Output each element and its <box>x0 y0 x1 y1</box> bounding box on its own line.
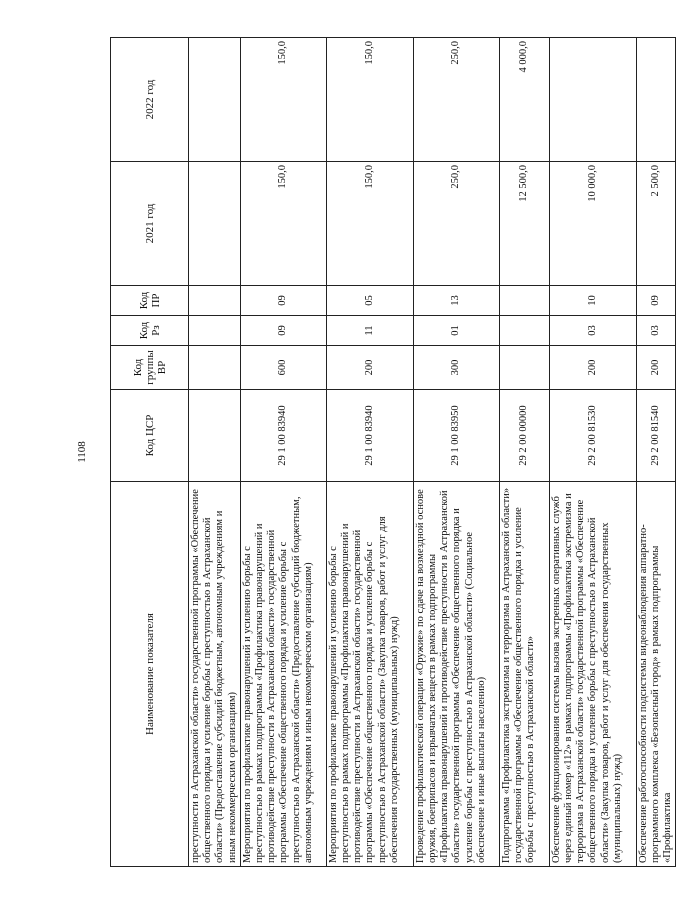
cell-pr: 13 <box>413 286 499 316</box>
header-2022: 2022 год <box>111 38 189 162</box>
cell-2022: 150,0 <box>240 38 326 162</box>
header-row <box>111 38 189 867</box>
cell-2021: 150,0 <box>240 162 326 286</box>
table-row <box>413 38 499 867</box>
cell-rz: 03 <box>636 316 676 346</box>
table-row <box>499 38 549 867</box>
cell-pr: 10 <box>549 286 636 316</box>
cell-csr: 29 2 00 81530 <box>549 390 636 482</box>
table-row <box>549 38 636 867</box>
cell-2021: 150,0 <box>326 162 413 286</box>
cell-pr: 09 <box>240 286 326 316</box>
header-rz: Код Рз <box>111 316 189 346</box>
cell-vr <box>189 346 241 390</box>
cell-vr: 200 <box>549 346 636 390</box>
header-2021: 2021 год <box>111 162 189 286</box>
cell-2022 <box>549 38 636 162</box>
header-csr: Код ЦСР <box>111 390 189 482</box>
cell-name: Обеспечение работоспособности подсистемы видеонаблюдения аппаратно-программного комплекса «Безопасный город» в рамках подпрограммы «Профилактика <box>636 482 676 867</box>
cell-rz <box>499 316 549 346</box>
cell-2022 <box>636 38 676 162</box>
cell-pr <box>499 286 549 316</box>
table-row <box>189 38 241 867</box>
cell-vr <box>499 346 549 390</box>
cell-name: Мероприятия по профилактике правонарушений и усилению борьбы с преступностью в рамках подпрограммы «Профилактика правонарушений и противодействие преступности в Астраханской области» государственной программы «Обеспечение общественного порядка и усиление борьбы с преступностью в Астраханской области» (Закупка товаров, работ и услуг для обеспечения государственных (муниципальных) нужд) <box>326 482 413 867</box>
cell-2022: 150,0 <box>326 38 413 162</box>
header-name: Наименование показателя <box>111 482 189 867</box>
cell-2021: 10 000,0 <box>549 162 636 286</box>
cell-2022: 250,0 <box>413 38 499 162</box>
budget-table-rotated <box>110 38 674 867</box>
cell-pr: 05 <box>326 286 413 316</box>
cell-name: преступности в Астраханской области» государственной программы «Обеспечение общественного порядка и усиление борьбы с преступностью в Астраханской области» (Предоставление субсидий бюджетным, автономным учреждениям и иным некоммерческим организациям) <box>189 482 241 867</box>
cell-name: Мероприятия по профилактике правонарушений и усилению борьбы с преступностью в рамках подпрограммы «Профилактика правонарушений и противодействие преступности в Астраханской области» государственной программы «Обеспечение общественного порядка и усиление борьбы с преступностью в Астраханской области» (Предоставление субсидий бюджетным, автономным учреждениям и иным некоммерческим организациям) <box>240 482 326 867</box>
cell-vr: 200 <box>636 346 676 390</box>
cell-rz: 09 <box>240 316 326 346</box>
cell-2021: 12 500,0 <box>499 162 549 286</box>
table-row <box>636 38 676 867</box>
cell-name: Проведение профилактической операции «Оружие» по сдаче на возмездной основе оружия, боеприпасов и взрывчатых веществ в рамках подпрограммы «Профилактика правонарушений и противодействие преступности в Астраханской области» государственной программы «Обеспечение общественного порядка и усиление борьбы с преступностью в Астраханской области» (Социальное обеспечение и иные выплаты населению) <box>413 482 499 867</box>
cell-2022: 4 000,0 <box>499 38 549 162</box>
cell-csr: 29 1 00 83940 <box>240 390 326 482</box>
table-row <box>240 38 326 867</box>
cell-2022 <box>189 38 241 162</box>
cell-rz: 11 <box>326 316 413 346</box>
cell-pr: 09 <box>636 286 676 316</box>
cell-2021: 2 500,0 <box>636 162 676 286</box>
page-number: 1108 <box>76 441 88 463</box>
cell-vr: 600 <box>240 346 326 390</box>
cell-vr: 200 <box>326 346 413 390</box>
budget-table <box>110 37 676 867</box>
cell-2021 <box>189 162 241 286</box>
cell-name: Подпрограмма «Профилактика экстремизма и терроризма в Астраханской области» государственной программы «Обеспечение общественного порядка и усиление борьбы с преступностью в Астраханской области» <box>499 482 549 867</box>
header-vr: Код группы ВР <box>111 346 189 390</box>
cell-rz: 01 <box>413 316 499 346</box>
cell-csr: 29 2 00 00000 <box>499 390 549 482</box>
cell-2021: 250,0 <box>413 162 499 286</box>
cell-vr: 300 <box>413 346 499 390</box>
cell-csr: 29 1 00 83950 <box>413 390 499 482</box>
header-pr: Код ПР <box>111 286 189 316</box>
cell-rz <box>189 316 241 346</box>
cell-pr <box>189 286 241 316</box>
cell-csr: 29 1 00 83940 <box>326 390 413 482</box>
cell-rz: 03 <box>549 316 636 346</box>
cell-csr <box>189 390 241 482</box>
cell-csr: 29 2 00 81540 <box>636 390 676 482</box>
cell-name: Обеспечение функционирования системы вызова экстренных оперативных служб через единый номер «112» в рамках подпрограммы «Профилактика экстремизма и терроризма в Астраханской области» государственной программы «Обеспечение общественного порядка и усиление борьбы с преступностью в Астраханской области» (Закупка товаров, работ и услуг для обеспечения государственных (муниципальных) нужд) <box>549 482 636 867</box>
table-row <box>326 38 413 867</box>
